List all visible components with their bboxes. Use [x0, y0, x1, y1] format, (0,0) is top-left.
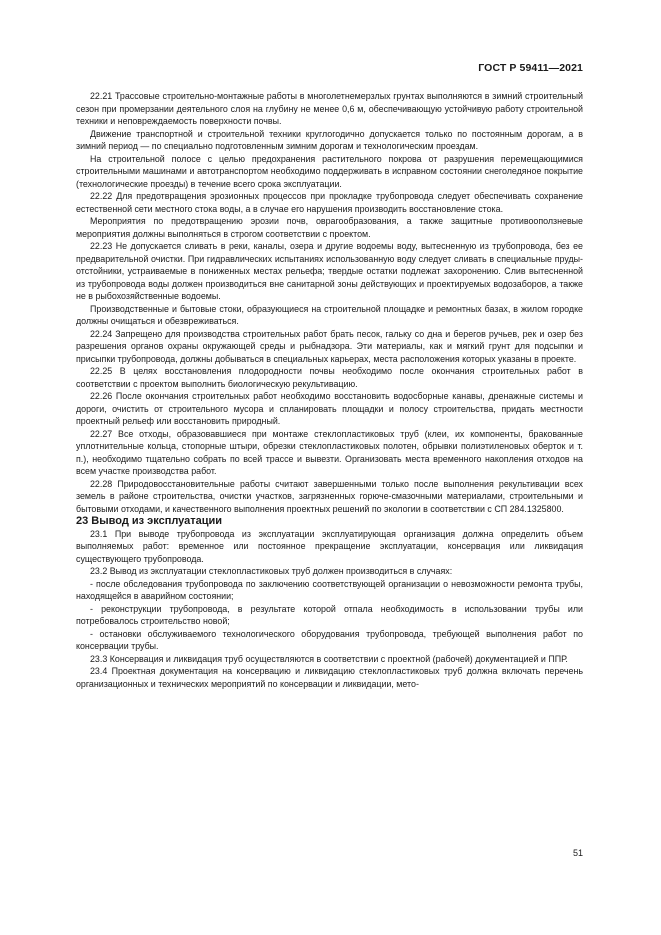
paragraph-22-28: 22.28 Природовосстановительные работы считают завершенными только после выполнения рекультивации всех земель в районе строительства, очистки участков, загрязненных горюче-смазочными материалами, строительными и бытовыми отходами, и качественного выполнения проектных решений по экологии в соответствии с СП 284.1325800.: [76, 478, 583, 514]
paragraph-erosion: Мероприятия по предотвращению эрозии почв, оврагообразования, а также защитные противооползневые мероприятия должны выполняться в строгом соответствии с проектом.: [76, 216, 583, 239]
list-item-reconstruction: - реконструкции трубопровода, в результате которой отпала необходимость в использовании трубы или потребовалось строительство новой;: [76, 603, 583, 626]
document-body: [76, 90, 583, 690]
paragraph-23-2: 23.2 Вывод из эксплуатации стеклопластиковых труб должен производиться в случаях:: [90, 566, 453, 576]
paragraph-23-1: 23.1 При выводе трубопровода из эксплуатации эксплуатирующая организация должна определить объем выполняемых работ: временное или постоянное прекращение эксплуатации, консервация или ликвидация существующего трубопровода.: [76, 528, 583, 564]
paragraph-22-22: 22.22 Для предотвращения эрозионных процессов при прокладке трубопровода следует обеспечивать сохранение естественной сети местного стока воды, а в случае его нарушения производить восстановление стока.: [76, 191, 583, 214]
paragraph-22-23: 22.23 Не допускается сливать в реки, каналы, озера и другие водоемы воду, вытесненную из трубопровода, без ее предварительной очистки. При гидравлических испытаниях использованную воду следует сливать в специальные пруды-отстойники, устраиваемые в пониженных местах рельефа; твердые остатки подлежат захоронению. Слив вытесненной из трубопровода воды должен производиться вне санитарной зоны действующих и проектируемых водозаборов, а также не в рыбохозяйственные водоемы.: [76, 241, 583, 301]
paragraph-22-21: 22.21 Трассовые строительно-монтажные работы в многолетнемерзлых грунтах выполняются в зимний строительный сезон при промерзании деятельного слоя на глубину не менее 0,6 м, обеспечивающую устойчивую работу строительной техники и неповреждаемость поверхности почвы.: [76, 91, 583, 126]
section-heading: 23 Вывод из эксплуатации: [76, 515, 223, 527]
document-standard-id: ГОСТ Р 59411—2021: [478, 62, 583, 74]
paragraph-22-25: 22.25 В целях восстановления плодородности почвы необходимо после окончания строительных работ в соответствии с проектом выполнить биологическую рекультивацию.: [76, 366, 583, 389]
paragraph-22-26: 22.26 После окончания строительных работ необходимо восстановить водосборные канавы, дренажные системы и дороги, очистить от строительного мусора и спланировать площадки и полосу строительства, придать местности проектный рельеф или восстановить природный.: [76, 391, 583, 426]
paragraph-23-4: 23.4 Проектная документация на консервацию и ликвидацию стеклопластиковых труб должна включать перечень организационных и технических мероприятий по консервации и ликвидации, мето-: [76, 666, 583, 689]
list-item-inspection: - после обследования трубопровода по заключению соответствующей организации о невозможности ремонта трубы, находящейся в аварийном состоянии;: [76, 578, 583, 601]
paragraph-22-24: 22.24 Запрещено для производства строительных работ брать песок, гальку со дна и берегов ручьев, рек и озер без разрешения органов охраны окружающей среды и рыбнадзора. Эти материалы, как и мягкий грунт для подсыпки и присыпки трубопровода, должны добываться в специальных карьерах, места расположения которых указаны в проекте.: [76, 328, 583, 364]
paragraph-wastewater: Производственные и бытовые стоки, образующиеся на строительной площадке и ремонтных базах, в жилом городке должны очищаться и обезвреживаться.: [76, 303, 583, 326]
paragraph-traffic: Движение транспортной и строительной техники круглогодично допускается только по постоянным дорогам, а в зимний период — по специально подготовленным зимним дорогам и технологическим проездам.: [76, 128, 583, 151]
paragraph-23-3: 23.3 Консервация и ликвидация труб осуществляются в соответствии с проектной (рабочей) документацией и ППР.: [90, 653, 568, 664]
list-item-equipment-stop: - остановки обслуживаемого технологического оборудования трубопровода, требующей выполнения работ по консервации трубы.: [76, 628, 583, 651]
paragraph-22-27: 22.27 Все отходы, образовавшиеся при монтаже стеклопластиковых труб (клеи, их компоненты, бракованные уплотнительные кольца, стопорные штыри, обрезки стеклопластиковых полотен, обрывки полиэтиленовых оберток и т. п.), необходимо тщательно собрать по всей трассе и вывезти. Организовать места временного накопления отходов на всем участке производства работ.: [76, 428, 583, 476]
page-number: 51: [572, 848, 583, 858]
paragraph-snow-cover: На строительной полосе с целью предохранения растительного покрова от разрушения перемещающимися строительными машинами и автотранспортом необходимо поддерживать в исправном состоянии снеголедяное покрытие (технологические проезды) в течение всего срока эксплуатации.: [76, 153, 583, 189]
